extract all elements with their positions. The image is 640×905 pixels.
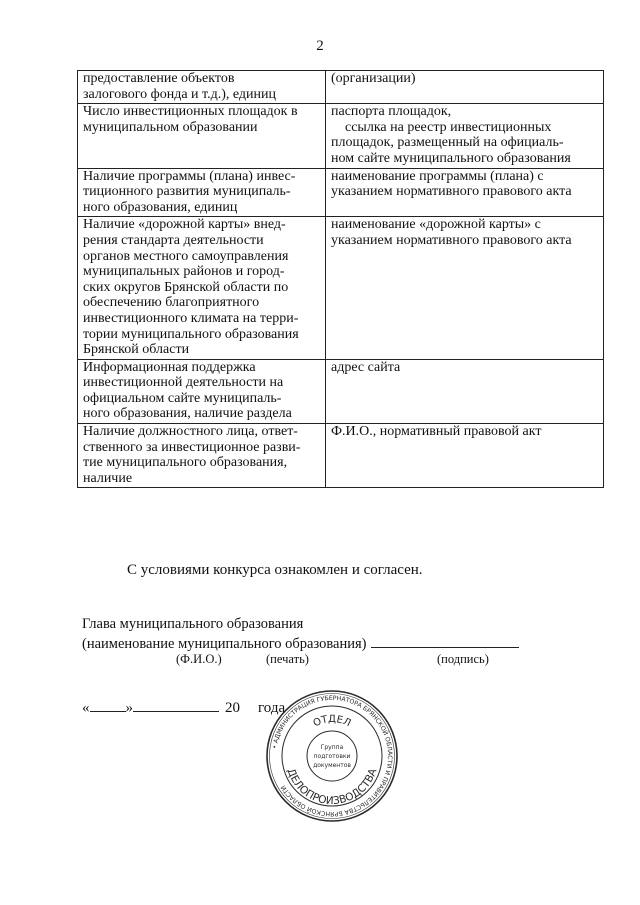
cell-line: Брянской области [83, 342, 190, 358]
signature-underline [371, 633, 519, 648]
cell-line: ного образования, наличие раздела [83, 406, 292, 422]
cell-line: площадок, размещенный на официаль- [331, 135, 564, 151]
municipality-name-label: (наименование муниципального образования) [82, 636, 367, 652]
department-seal-stamp [264, 688, 400, 824]
criterion-cell [78, 359, 326, 423]
document-cell [326, 104, 604, 168]
cell-line: ских округов Брянской области по [83, 279, 289, 295]
cell-line: рения стандарта деятельности [83, 232, 264, 248]
seal-caption: (печать) [266, 652, 309, 666]
cell-line: ном сайте муниципального образования [331, 150, 571, 166]
cell-line: ссылка на реестр инвестиционных [345, 119, 552, 135]
cell-line: официальном сайте муниципаль- [83, 390, 282, 406]
criterion-cell [78, 104, 326, 168]
criterion-cell [78, 168, 326, 217]
fio-caption: (Ф.И.О.) [176, 652, 222, 666]
year-suffix: года [258, 700, 286, 716]
cell-line: Число инвестиционных площадок в [83, 104, 298, 120]
stamp-top-word: ОТДЕЛ [311, 713, 353, 730]
cell-line: наименование программы (плана) с [331, 168, 544, 184]
cell-line: Ф.И.О., нормативный правовой акт [331, 424, 542, 440]
table-row [78, 71, 604, 104]
cell-line: обеспечению благоприятного [83, 295, 260, 311]
cell-line: муниципальных районов и город- [83, 264, 285, 280]
criteria-table-body [78, 71, 604, 488]
criterion-cell [78, 424, 326, 488]
cell-line: адрес сайта [331, 359, 401, 375]
stamp-center-line-3: документов [313, 762, 351, 769]
agreement-text: С условиями конкурса ознакомлен и согласен. [127, 562, 423, 578]
cell-line: тиционного развития муниципаль- [83, 184, 291, 200]
head-title-line: Глава муниципального образования [82, 616, 304, 632]
document-cell [326, 71, 604, 104]
cell-line: наличие [83, 470, 133, 486]
cell-line: предоставление объектов [83, 71, 235, 86]
table-row [78, 359, 604, 423]
cell-line: ственного за инвестиционное разви- [83, 439, 301, 455]
table-row [78, 424, 604, 488]
cell-line: Наличие должностного лица, ответ- [83, 424, 298, 440]
cell-line: органов местного самоуправления [83, 248, 289, 264]
table-row [78, 217, 604, 359]
cell-line: Информационная поддержка [83, 359, 256, 375]
municipality-name-line [82, 633, 519, 653]
date-close-quote: » [125, 700, 133, 716]
cell-line: инвестиционной деятельности на [83, 375, 284, 391]
stamp-center-line-2: подготовки [313, 753, 351, 760]
stamp-center-line-1: Группа [320, 744, 344, 751]
criteria-table [77, 70, 604, 488]
month-blank [133, 698, 219, 712]
date-line [82, 698, 285, 717]
sign-caption: (подпись) [437, 652, 489, 666]
table-row [78, 168, 604, 217]
cell-line: тие муниципального образования, [83, 455, 288, 471]
cell-line: указанием нормативного правового акта [331, 184, 572, 200]
document-cell [326, 168, 604, 217]
cell-line: Наличие программы (плана) инвес- [83, 168, 296, 184]
cell-line: муниципальном образовании [83, 119, 258, 135]
table-row [78, 104, 604, 168]
cell-line: тории муниципального образования [83, 326, 299, 342]
stamp-outer-text: • АДМИНИСТРАЦИЯ ГУБЕРНАТОРА БРЯНСКОЙ ОБЛАСТИ И ПРАВИТЕЛЬСТВА БРЯНСКОЙ ОБЛАСТИ [271, 694, 394, 818]
day-blank [90, 698, 126, 712]
date-open-quote: « [82, 700, 90, 716]
criterion-cell [78, 71, 326, 104]
cell-line: Наличие «дорожной карты» внед- [83, 217, 286, 233]
document-cell [326, 359, 604, 423]
cell-line: паспорта площадок, [331, 104, 452, 120]
page-number: 2 [316, 38, 324, 54]
cell-line: инвестиционного климата на терри- [83, 310, 299, 326]
document-cell [326, 424, 604, 488]
signature-block [82, 616, 519, 653]
cell-line: указанием нормативного правового акта [331, 232, 572, 248]
criterion-cell [78, 217, 326, 359]
document-cell [326, 217, 604, 359]
cell-line: залогового фонда и т.д.), единиц [83, 86, 277, 102]
stamp-bottom-word: ДЕЛОПРОИЗВОДСТВА [284, 766, 380, 808]
cell-line: наименование «дорожной карты» с [331, 217, 541, 233]
cell-line: (организации) [331, 71, 416, 86]
cell-line: ного образования, единиц [83, 199, 238, 215]
year-prefix: 20 [225, 700, 240, 716]
